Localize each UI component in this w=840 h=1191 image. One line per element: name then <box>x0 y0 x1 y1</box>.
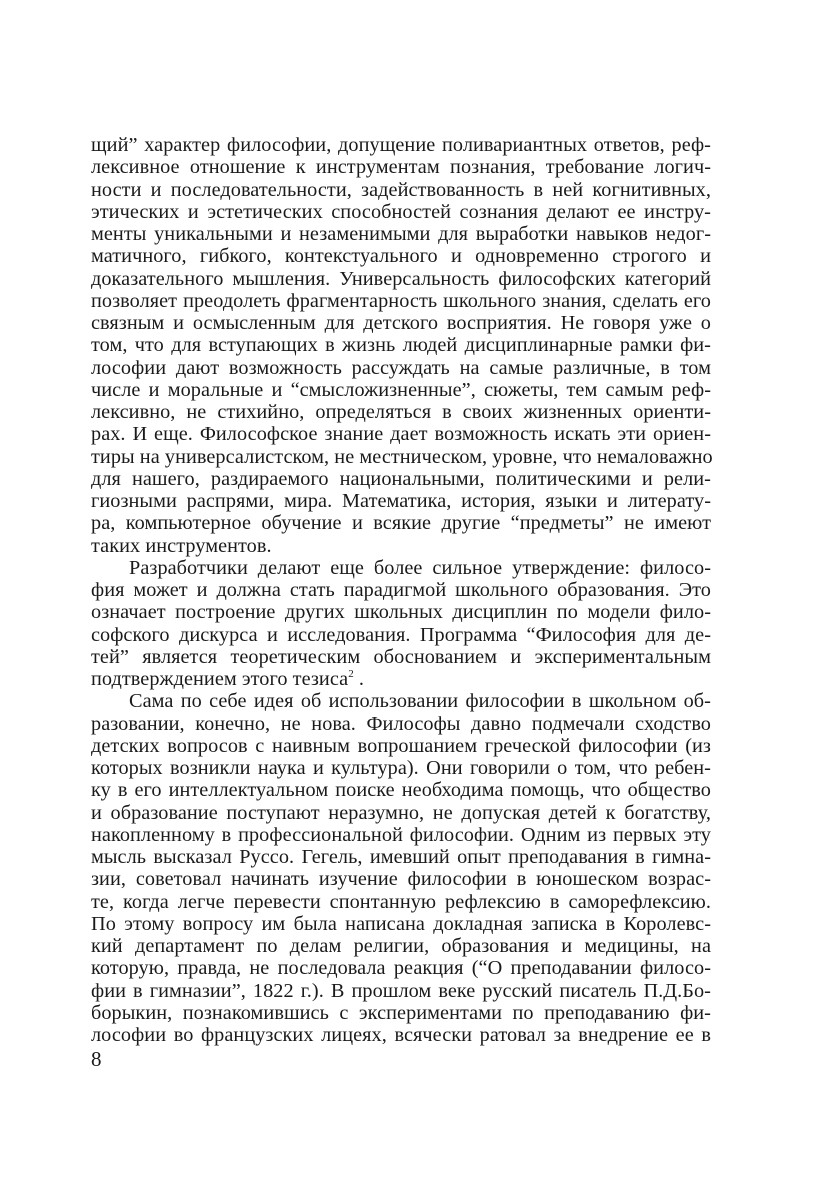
text-line: лексивно, не стихийно, определяться в своих жизненных ориенти- <box>91 401 711 423</box>
text-line: которых возникли наука и культура). Они говорили о том, что ребен- <box>91 757 711 779</box>
text-line: щий” характер философии, допущение поливариантных ответов, реф- <box>91 134 711 156</box>
text-line: Разработчики делают еще более сильное утверждение: филосо- <box>129 556 711 579</box>
text-line: Сама по себе идея об использовании философии в школьном об- <box>129 690 711 713</box>
text-line: мысль высказал Руссо. Гегель, имевший опыт преподавания в гимна- <box>91 846 711 868</box>
text-line: позволяет преодолеть фрагментарность школьного знания, сделать его <box>91 289 711 312</box>
text-line: лексивное отношение к инструментам познания, требование логич- <box>91 156 711 179</box>
text-line: фии в гимназии”, 1822 г.). В прошлом веке русский писатель П.Д.Бо- <box>91 979 711 1002</box>
text-line: разовании, конечно, не нова. Философы давно подмечали сходство <box>91 712 711 735</box>
text-line: ности и последовательности, задействованность в ней когнитивных, <box>91 178 711 201</box>
text-line: матичного, гибкого, контекстуального и одновременно строгого и <box>91 245 711 268</box>
paragraph-2 <box>91 557 711 691</box>
text-line: ку в его интеллектуальном поиске необходима помощь, что общество <box>91 779 711 802</box>
text-line: гиозными распрями, мира. Математика, история, языки и литерату- <box>91 490 711 512</box>
text-line: рах. И еще. Философское знание дает возможность искать эти ориен- <box>91 423 711 446</box>
text-line: этических и эстетических способностей сознания делают ее инстру- <box>91 200 711 223</box>
text-line: кий департамент по делам религии, образования и медицины, на <box>91 935 711 957</box>
text-line: лософии дают возможность рассуждать на самые различные, в том <box>91 356 711 379</box>
text-line: зии, советовал начинать изучение философии в юношеском возрас- <box>91 868 711 891</box>
paragraph-1 <box>91 134 711 557</box>
text-line: означает построение других школьных дисциплин по модели фило- <box>91 601 711 624</box>
footnote-reference[interactable]: 2 <box>348 668 354 681</box>
text-line: накопленному в профессиональной философии. Одним из первых эту <box>91 823 711 846</box>
text-line: тиры на универсалистском, не местническом, уровне, что немаловажно <box>91 445 713 468</box>
text-line: тей” является теоретическим обоснованием и экспериментальным <box>91 645 711 668</box>
page-number: 8 <box>91 1047 102 1071</box>
text-line: числе и моральные и “смысложизненные”, сюжеты, тем самым реф- <box>91 378 711 401</box>
paragraph-3 <box>91 690 711 1046</box>
text-line: для нашего, раздираемого национальными, политическими и рели- <box>91 467 711 490</box>
text-line: и образование поступают неразумно, не допуская детей к богатству, <box>91 801 711 824</box>
text-line: менты уникальными и незаменимыми для выработки навыков недог- <box>91 223 711 245</box>
text-line: таких инструментов. <box>91 534 272 557</box>
text-line: связным и осмысленным для детского восприятия. Не говоря уже о <box>91 312 711 334</box>
text-line: детских вопросов с наивным вопрошанием греческой философии (из <box>91 734 711 757</box>
text-segment: подтверждением этого тезиса <box>91 668 349 690</box>
text-line: доказательного мышления. Универсальность философских категорий <box>91 267 711 290</box>
text-line: том, что для вступающих в жизнь людей дисциплинарные рамки фи- <box>91 334 711 357</box>
body-text <box>91 134 711 1046</box>
text-line: борыкин, познакомившись с экспериментами по преподаванию фи- <box>91 1001 711 1024</box>
text-line <box>91 668 711 690</box>
text-line: софского дискурса и исследования. Программа “Философия для де- <box>91 623 711 646</box>
text-line: лософии во французских лицеях, всячески ратовал за внедрение ее в <box>91 1024 711 1046</box>
text-line: ра, компьютерное обучение и всякие другие “предметы” не имеют <box>91 512 711 535</box>
sentence-end: . <box>358 668 364 690</box>
text-line: По этому вопросу им была написана докладная записка в Королевс- <box>91 912 711 935</box>
text-line: фия может и должна стать парадигмой школьного образования. Это <box>91 579 711 601</box>
text-line: те, когда легче перевести спонтанную рефлексию в саморефлексию. <box>91 890 711 913</box>
text-line: которую, правда, не последовала реакция (“О преподавании филосо- <box>91 957 711 980</box>
